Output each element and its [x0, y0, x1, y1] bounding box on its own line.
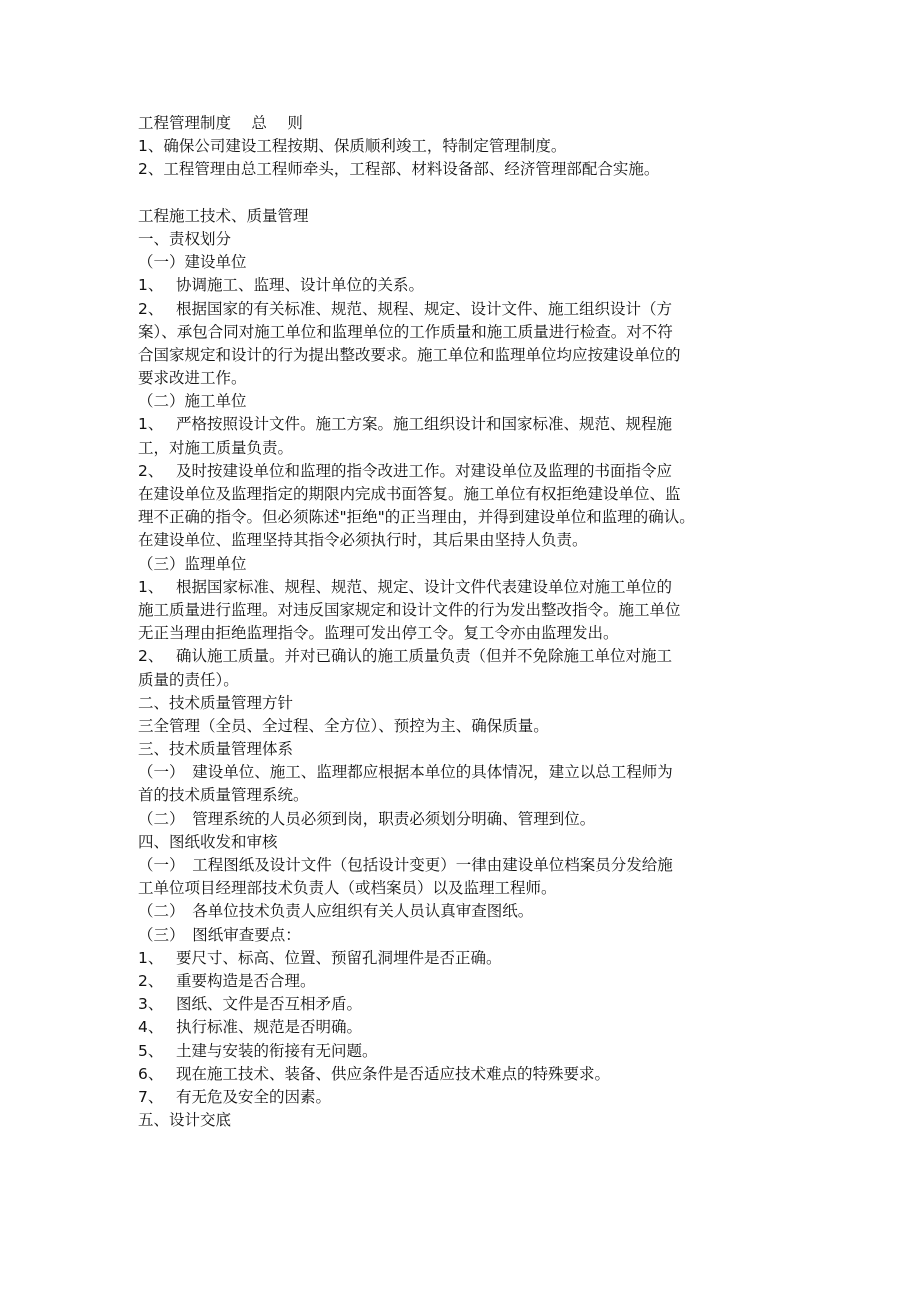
text-line: 施工质量进行监理。对违反国家规定和设计文件的行为发出整改指令。施工单位: [138, 600, 681, 619]
text-line: 工，对施工质量负责。: [138, 438, 294, 457]
text-line: 首的技术质量管理系统。: [138, 786, 309, 805]
text-line: 在建设单位及监理指定的期限内完成书面答复。施工单位有权拒绝建设单位、监: [138, 485, 681, 503]
text-line: 5、 土建与安装的衔接有无问题。: [138, 1041, 378, 1060]
text-line: 五、设计交底: [138, 1111, 232, 1130]
text-line: 一、责权划分: [138, 229, 232, 248]
text-line: 质量的责任）。: [138, 670, 239, 689]
text-line: （三）监理单位: [138, 554, 247, 573]
text-line: 1、 要尺寸、标高、位置、预留孔洞埋件是否正确。: [138, 948, 502, 967]
text-line: 理不正确的指令。但必须陈述"拒绝"的正当理由，并得到建设单位和监理的确认。: [138, 508, 695, 527]
text-line: 工单位项目经理部技术负责人（或档案员）以及监理工程师。: [138, 879, 557, 898]
text-line: 二、技术质量管理方针: [138, 693, 294, 712]
text-line: 要求改进工作。: [138, 369, 247, 388]
text-line: 2、工程管理由总工程师牵头，工程部、材料设备部、经济管理部配合实施。: [138, 160, 660, 179]
document-body: [138, 112, 788, 1132]
text-line: 2、 根据国家的有关标准、规范、规程、规定、设计文件、施工组织设计（方: [138, 299, 673, 318]
text-line: （二）施工单位: [138, 392, 247, 411]
text-line: 2、 重要构造是否合理。: [138, 971, 316, 990]
text-line: 1、 根据国家标准、规程、规范、规定、设计文件代表建设单位对施工单位的: [138, 577, 673, 596]
text-line: 案）、承包合同对施工单位和监理单位的工作质量和施工质量进行检查。对不符: [138, 322, 673, 341]
text-line: 工程管理制度 总 则: [138, 114, 303, 132]
blank-line: [138, 182, 788, 205]
text-line: 1、确保公司建设工程按期、保质顺利竣工，特制定管理制度。: [138, 137, 567, 156]
text-line: 2、 确认施工质量。并对已确认的施工质量负责（但并不免除施工单位对施工: [138, 647, 673, 666]
text-line: 7、 有无危及安全的因素。: [138, 1087, 332, 1106]
text-line: 3、 图纸、文件是否互相矛盾。: [138, 995, 363, 1014]
text-line: 1、 严格按照设计文件。施工方案。施工组织设计和国家标准、规范、规程施: [138, 415, 673, 434]
text-line: 1、 协调施工、监理、设计单位的关系。: [138, 276, 425, 295]
text-line: 2、 及时按建设单位和监理的指令改进工作。对建设单位及监理的书面指令应: [138, 461, 673, 480]
text-line: （三） 图纸审查要点：: [138, 925, 301, 944]
text-line: 6、 现在施工技术、装备、供应条件是否适应技术难点的特殊要求。: [138, 1064, 611, 1083]
text-line: 三全管理（全员、全过程、全方位）、预控为主、确保质量。: [138, 716, 549, 735]
text-line: （二） 管理系统的人员必须到岗，职责必须划分明确、管理到位。: [138, 809, 596, 828]
text-line: （一） 工程图纸及设计文件（包括设计变更）一律由建设单位档案员分发给施: [138, 856, 673, 874]
text-line: 合国家规定和设计的行为提出整改要求。施工单位和监理单位均应按建设单位的: [138, 345, 681, 364]
text-line: 无正当理由拒绝监理指令。监理可发出停工令。复工令亦由监理发出。: [138, 624, 619, 643]
text-line: 4、 执行标准、规范是否明确。: [138, 1018, 363, 1037]
text-line: 在建设单位、监理坚持其指令必须执行时，其后果由坚持人负责。: [138, 531, 588, 550]
text-line: （一） 建设单位、施工、监理都应根据本单位的具体情况，建立以总工程师为: [138, 763, 673, 782]
text-line: （一）建设单位: [138, 253, 247, 272]
text-line: （二） 各单位技术负责人应组织有关人员认真审查图纸。: [138, 902, 534, 921]
text-line: 工程施工技术、质量管理: [138, 206, 309, 225]
text-line: 三、技术质量管理体系: [138, 740, 294, 759]
text-line: 四、图纸收发和审核: [138, 832, 278, 851]
